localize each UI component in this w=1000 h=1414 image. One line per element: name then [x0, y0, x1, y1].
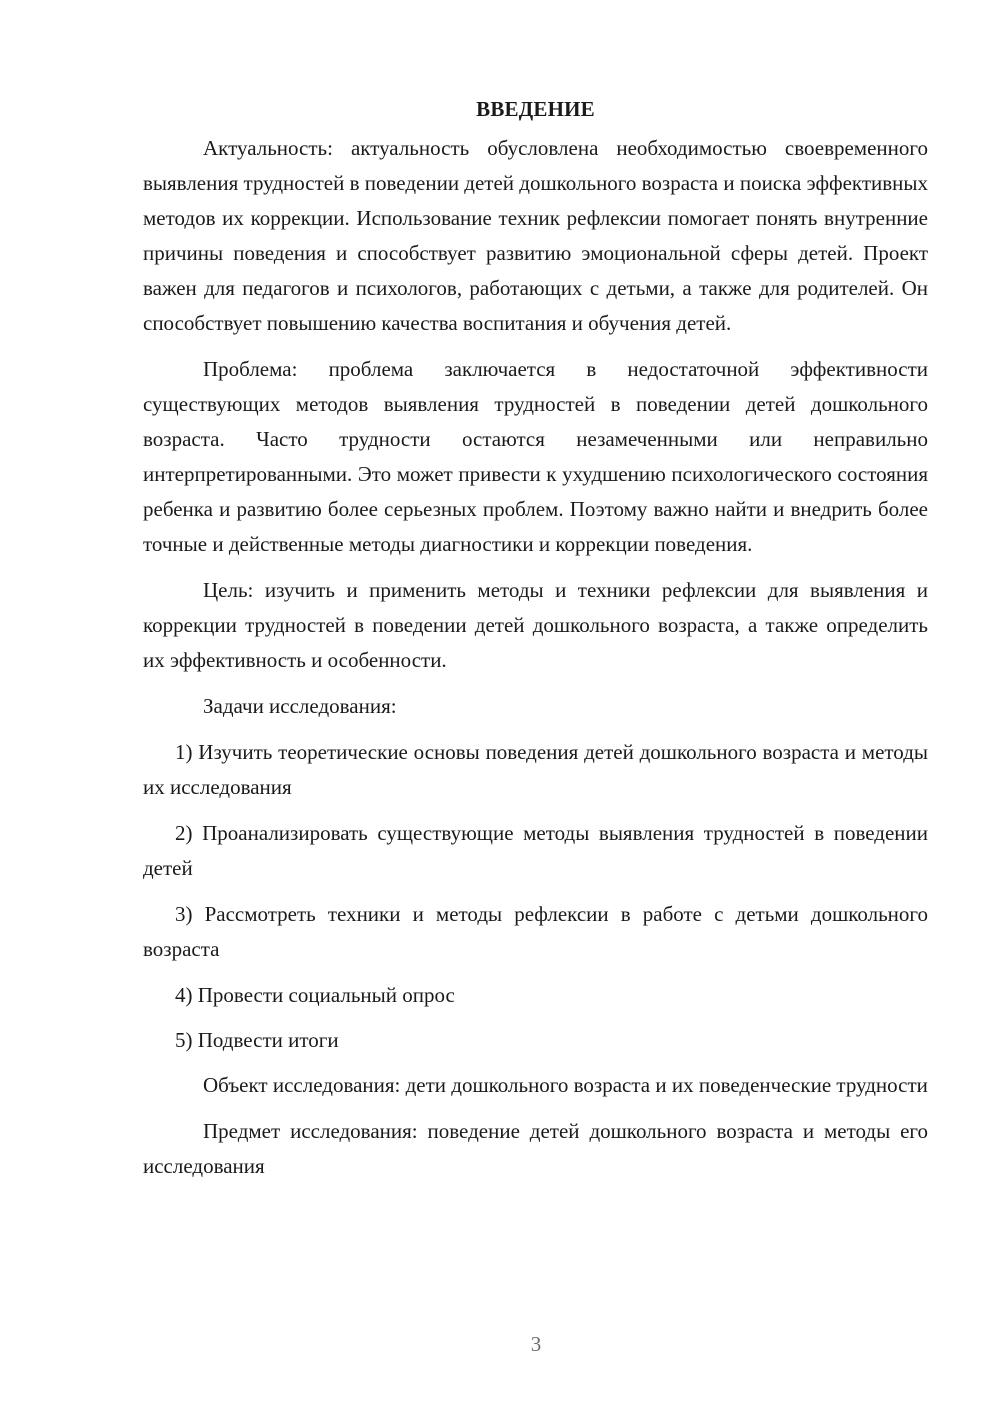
- page-number: 3: [530, 1332, 542, 1356]
- task-item: 1) Изучить теоретические основы поведения детей дошкольного возраста и методы их исследования: [143, 740, 928, 799]
- problem-paragraph: Проблема: проблема заключается в недостаточной эффективности существующих методов выявления трудностей в поведении детей дошкольного возраста. Часто трудности остаются незамеченными или неправильно интерпретированными. Это может привести к ухудшению психологического состояния ребенка и развитию более серьезных проблем. Поэтому важно найти и внедрить более точные и действенные методы диагностики и коррекции поведения.: [143, 357, 928, 556]
- document-page: [143, 92, 928, 1195]
- task-item: 5) Подвести итоги: [175, 1028, 339, 1052]
- goal-paragraph: Цель: изучить и применить методы и техники рефлексии для выявления и коррекции трудностей в поведении детей дошкольного возраста, а также определить их эффективность и особенности.: [143, 578, 928, 672]
- task-item: 2) Проанализировать существующие методы выявления трудностей в поведении детей: [143, 821, 928, 880]
- task-item: 4) Провести социальный опрос: [175, 983, 455, 1007]
- relevance-paragraph: Актуальность: актуальность обусловлена необходимостью своевременного выявления трудностей в поведении детей дошкольного возраста и поиска эффективных методов их коррекции. Использование техник рефлексии помогает понять внутренние причины поведения и способствует развитию эмоциональной сферы детей. Проект важен для педагогов и психологов, работающих с детьми, а также для родителей. Он способствует повышению качества воспитания и обучения детей.: [143, 136, 929, 335]
- object-paragraph: Объект исследования: дети дошкольного возраста и их поведенческие трудности: [203, 1073, 928, 1097]
- subject-paragraph: Предмет исследования: поведение детей дошкольного возраста и методы его исследования: [143, 1119, 928, 1178]
- tasks-heading: Задачи исследования:: [203, 694, 397, 718]
- page-title: ВВЕДЕНИЕ: [476, 97, 595, 121]
- task-item: 3) Рассмотреть техники и методы рефлексии в работе с детьми дошкольного возраста: [143, 902, 928, 961]
